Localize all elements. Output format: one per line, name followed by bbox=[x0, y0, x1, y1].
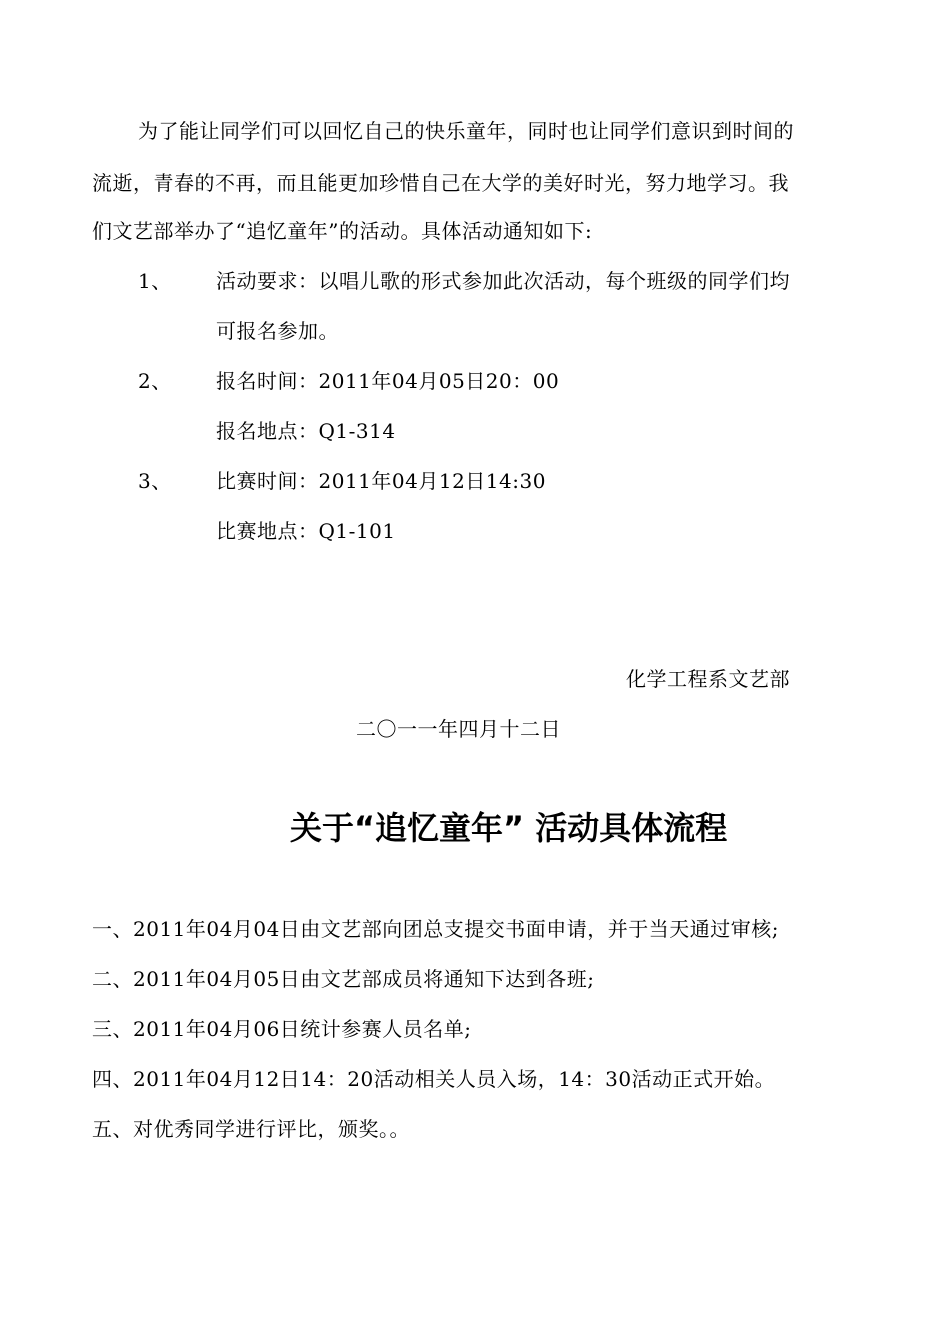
date-line: 二〇一一年四月十二日 bbox=[356, 717, 561, 741]
item-number-3: 3、 bbox=[138, 469, 172, 493]
flow-step-2: 二、2011年04月05日由文艺部成员将通知下达到各班; bbox=[92, 967, 595, 991]
flow-step-3: 三、2011年04月06日统计参赛人员名单; bbox=[92, 1017, 472, 1041]
item-1-line-1: 活动要求：以唱儿歌的形式参加此次活动，每个班级的同学们均 bbox=[216, 269, 790, 293]
flow-step-4: 四、2011年04月12日14：20活动相关人员入场，14：30活动正式开始。 bbox=[92, 1067, 776, 1091]
item-3-line-1: 比赛时间：2011年04月12日14:30 bbox=[216, 469, 546, 493]
item-3-line-2: 比赛地点：Q1-101 bbox=[216, 519, 396, 543]
intro-paragraph-line-2: 流逝，青春的不再，而且能更加珍惜自己在大学的美好时光，努力地学习。我 bbox=[92, 171, 789, 195]
intro-paragraph-line-3: 们文艺部举办了“追忆童年”的活动。具体活动通知如下: bbox=[92, 219, 593, 243]
flow-title: 关于“追忆童年” 活动具体流程 bbox=[290, 809, 728, 847]
item-2-line-2: 报名地点：Q1-314 bbox=[216, 419, 396, 443]
item-1-line-2: 可报名参加。 bbox=[216, 319, 339, 343]
signature: 化学工程系文艺部 bbox=[626, 667, 790, 691]
item-number-1: 1、 bbox=[138, 269, 172, 293]
item-number-2: 2、 bbox=[138, 369, 172, 393]
flow-step-1: 一、2011年04月04日由文艺部向团总支提交书面申请，并于当天通过审核; bbox=[92, 917, 780, 941]
intro-paragraph-line-1: 为了能让同学们可以回忆自己的快乐童年，同时也让同学们意识到时间的 bbox=[138, 119, 794, 143]
item-2-line-1: 报名时间：2011年04月05日20：00 bbox=[216, 369, 560, 393]
flow-step-5: 五、对优秀同学进行评比，颁奖。。 bbox=[92, 1117, 410, 1141]
